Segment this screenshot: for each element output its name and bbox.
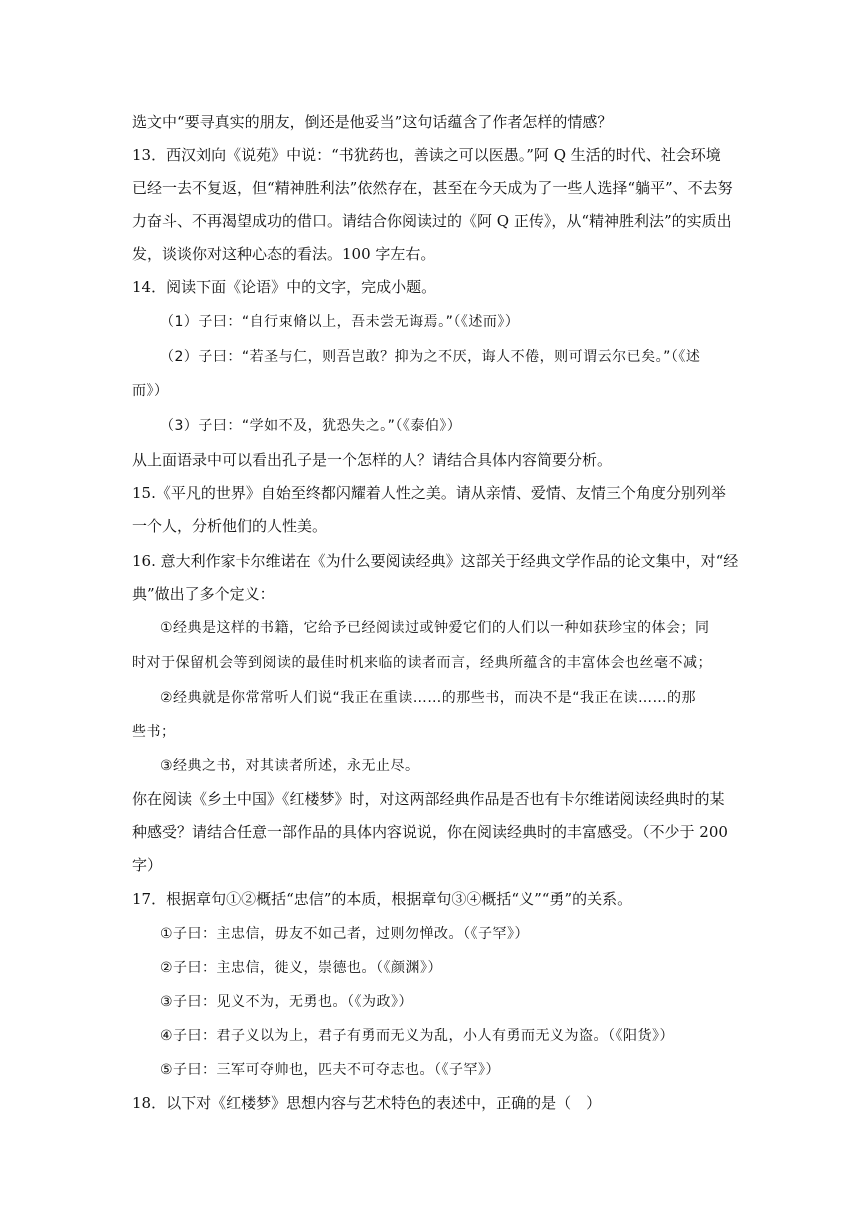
quote-line: 时对于保留机会等到阅读的最佳时机来临的读者而言，经典所蕴含的丰富体会也丝毫不减；	[132, 655, 712, 671]
question-13: 13．西汉刘向《说苑》中说：“书犹药也，善读之可以医愚。”阿 Q 生活的时代、社会环境	[132, 146, 721, 164]
quote-line: （3）子曰：“学如不及，犹恐失之。”（《泰伯》）	[160, 418, 462, 434]
text-line: 已经一去不复返，但“精神胜利法”依然存在，甚至在今天成为了一些人选择“躺平”、不去努	[132, 179, 733, 197]
question-15: 15.《平凡的世界》自始至终都闪耀着人性之美。请从亲情、爱情、友情三个角度分别列举	[132, 484, 726, 502]
text-line: 字）	[132, 856, 163, 874]
text-line: 从上面语录中可以看出孔子是一个怎样的人？请结合具体内容简要分析。	[132, 451, 613, 469]
text-line: 你在阅读《乡土中国》《红楼梦》时，对这两部经典作品是否也有卡尔维诺阅读经典时的某	[132, 790, 725, 808]
quote-line: ③经典之书，对其读者所述，永无止尽。	[160, 758, 420, 774]
quote-line: ③子曰：见义不为，无勇也。（《为政》）	[160, 994, 414, 1010]
quote-line: ②经典就是你常常听人们说“我正在重读……的那些书，而决不是“我正在读……的那	[160, 690, 697, 706]
quote-line: ④子曰：君子义以为上，君子有勇而无义为乱，小人有勇而无义为盗。（《阳货》）	[160, 1028, 675, 1044]
question-14: 14．阅读下面《论语》中的文字，完成小题。	[132, 278, 437, 296]
quote-line: 而》）	[132, 383, 169, 399]
text-line: 一个人，分析他们的人性美。	[132, 517, 328, 535]
question-16: 16. 意大利作家卡尔维诺在《为什么要阅读经典》这部关于经典文学作品的论文集中，对“经	[132, 552, 739, 570]
text-line: 力奋斗、不再渴望成功的借口。请结合你阅读过的《阿 Q 正传》，从“精神胜利法”的实质出	[132, 212, 732, 230]
text-line: 发，谈谈你对这种心态的看法。100 字左右。	[132, 245, 436, 263]
text-line: 种感受？请结合任意一部作品的具体内容说说，你在阅读经典时的丰富感受。（不少于 200	[132, 823, 728, 841]
text-line: 典”做出了多个定义：	[132, 585, 275, 603]
question-18: 18．以下对《红楼梦》思想内容与艺术特色的表述中，正确的是（ ）	[132, 1094, 602, 1112]
quote-line: ⑤子曰：三军可夺帅也，匹夫不可夺志也。（《子罕》）	[160, 1062, 501, 1078]
quote-line: （2）子曰：“若圣与仁，则吾岂敢？抑为之不厌，诲人不倦，则可谓云尔已矣。”（《述	[160, 349, 701, 365]
question-17: 17．根据章句①②概括“忠信”的本质，根据章句③④概括“义”“勇”的关系。	[132, 890, 633, 908]
text-line: 选文中“要寻真实的朋友，倒还是他妥当”这句话蕴含了作者怎样的情感？	[132, 113, 613, 131]
quote-line: ①经典是这样的书籍，它给予已经阅读过或钟爱它们的人们以一种如获珍宝的体会；同	[160, 620, 710, 636]
quote-line: ①子曰：主忠信，毋友不如己者，过则勿惮改。（《子罕》）	[160, 926, 530, 942]
quote-line: ②子曰：主忠信，徙义，崇德也。（《颜渊》）	[160, 960, 443, 976]
quote-line: 些书；	[132, 724, 176, 740]
quote-line: （1）子曰：“自行束脩以上，吾未尝无诲焉。”（《述而》）	[160, 314, 520, 330]
